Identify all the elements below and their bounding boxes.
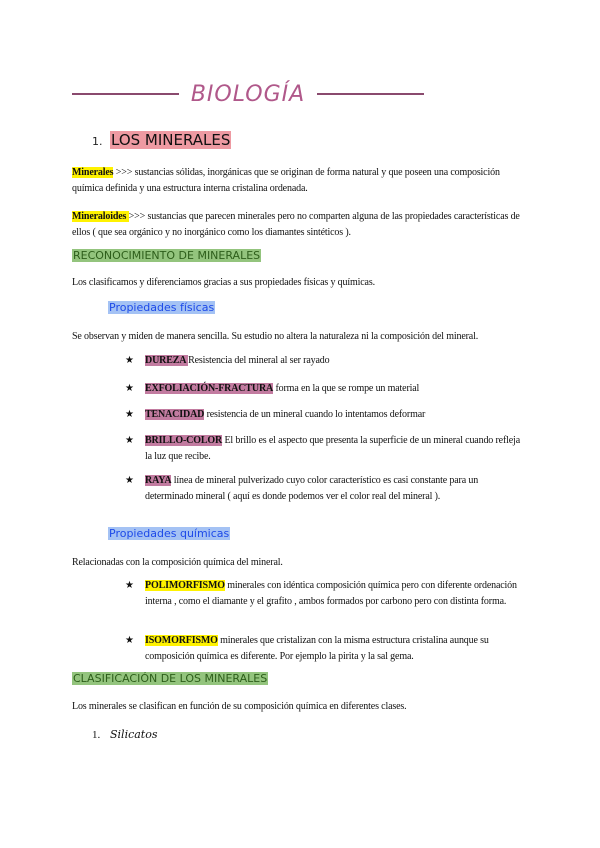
definition-text: >>> sustancias que parecen minerales pero no comparten alguna de las propiedades características de ellos ( que sea orgánico y no inorgánico como los diamantes sintéticos ). xyxy=(72,211,520,238)
heading-los-minerales xyxy=(92,131,231,149)
subsection-propiedades-fisicas xyxy=(108,300,215,315)
title-row xyxy=(72,78,424,110)
bullet-text: resistencia de un mineral cuando lo intentamos deformar xyxy=(204,409,426,420)
bullet-term: BRILLO-COLOR xyxy=(145,435,223,446)
bullet-text: minerales con idéntica composición química pero con diferente ordenación interna , como el diamante y el grafito , ambos formados por carbono pero con distinta forma. xyxy=(145,580,517,607)
star-icon: ★ xyxy=(125,355,134,366)
star-icon: ★ xyxy=(125,383,134,394)
bullet-polimorfismo xyxy=(125,578,525,609)
term-minerales: Minerales xyxy=(72,167,114,178)
bullet-text: forma en la que se rompe un material xyxy=(273,383,420,394)
bullet-term: TENACIDAD xyxy=(145,409,205,420)
bullet-term: EXFOLIACIÓN-FRACTURA xyxy=(145,383,274,394)
bullet-text: Resistencia del mineral al ser rayado xyxy=(188,355,330,366)
term-mineraloides: Mineraloides xyxy=(72,211,129,222)
list-text: Silicatos xyxy=(110,728,158,741)
document-title: BIOLOGÍA xyxy=(190,81,306,107)
title-divider-right xyxy=(317,93,424,95)
definition-minerales xyxy=(72,165,532,196)
bullet-text: línea de mineral pulverizado cuyo color característico es casi constante para un determinado mineral ( aquí es donde podemos ver el color real del mineral ). xyxy=(145,475,479,502)
list-item-silicatos xyxy=(92,728,158,741)
bullet-isomorfismo xyxy=(125,633,525,664)
bullet-text: minerales que cristalizan con la misma estructura cristalina aunque su composición química es diferente. Por ejemplo la pirita y la sal gema. xyxy=(145,635,489,662)
section-title: CLASIFICACIÓN DE LOS MINERALES xyxy=(73,672,268,685)
section2-intro: Los minerales se clasifican en función de su composición química en diferentes clases. xyxy=(72,701,407,712)
bullet-tenacidad xyxy=(125,407,525,423)
star-icon: ★ xyxy=(125,475,134,486)
bullet-term: DUREZA xyxy=(145,355,189,366)
bullet-term: ISOMORFISMO xyxy=(145,635,218,646)
bullet-raya xyxy=(125,473,525,504)
subsection-title: Propiedades físicas xyxy=(109,301,215,314)
physical-intro: Se observan y miden de manera sencilla. Su estudio no altera la naturaleza ni la composición del mineral. xyxy=(72,331,479,342)
definition-text: >>> sustancias sólidas, inorgánicas que se originan de forma natural y que poseen una composición química definida y una estructura interna cristalina ordenada. xyxy=(72,167,500,194)
heading-number: 1. xyxy=(92,135,103,148)
star-icon: ★ xyxy=(125,435,134,446)
star-icon: ★ xyxy=(125,635,134,646)
bullet-dureza xyxy=(125,353,525,369)
section-title: RECONOCIMIENTO DE MINERALES xyxy=(73,249,261,262)
list-number: 1. xyxy=(92,729,101,741)
definition-mineraloides xyxy=(72,209,532,240)
bullet-brillo-color xyxy=(125,433,525,464)
subsection-propiedades-quimicas xyxy=(108,526,230,541)
star-icon: ★ xyxy=(125,580,134,591)
star-icon: ★ xyxy=(125,409,134,420)
section-reconocimiento xyxy=(72,249,261,263)
bullet-term: RAYA xyxy=(145,475,172,486)
heading-text: LOS MINERALES xyxy=(111,131,231,149)
section-intro: Los clasificamos y diferenciamos gracias a sus propiedades físicas y químicas. xyxy=(72,277,375,288)
subsection-title: Propiedades químicas xyxy=(109,527,230,540)
chemical-intro: Relacionadas con la composición química del mineral. xyxy=(72,557,283,568)
section-clasificacion xyxy=(72,672,268,686)
title-divider-left xyxy=(72,93,179,95)
bullet-term: POLIMORFISMO xyxy=(145,580,225,591)
bullet-text: El brillo es el aspecto que presenta la superficie de un mineral cuando refleja la luz que recibe. xyxy=(145,435,520,462)
bullet-exfoliacion xyxy=(125,381,525,397)
